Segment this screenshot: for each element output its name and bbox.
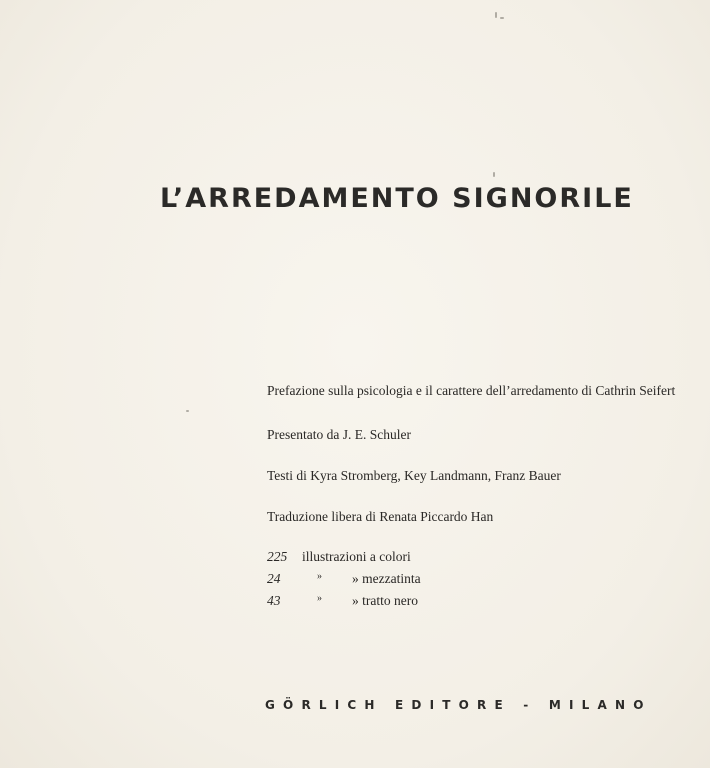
illustration-row [267, 593, 567, 615]
illustration-row [267, 571, 567, 593]
paper-speck [500, 17, 504, 19]
paper-speck [186, 410, 189, 412]
illustration-count: 24 [267, 571, 281, 586]
publisher-imprint: GÖRLICH EDITORE - MILANO [265, 698, 652, 712]
paper-speck [493, 172, 495, 177]
illustration-type: illustrazioni a colori [302, 549, 411, 564]
paper-speck [495, 12, 497, 18]
book-title: L’ARREDAMENTO SIGNORILE [160, 183, 634, 214]
ditto-mark: » [317, 571, 322, 582]
illustration-count: 225 [267, 549, 288, 564]
preface-credit: Prefazione sulla psicologia e il carattere dell’arredamento di Cathrin Seifert [267, 383, 676, 398]
illustration-type: » tratto nero [352, 593, 418, 608]
illustration-row [267, 549, 567, 571]
illustration-count: 43 [267, 593, 281, 608]
translation-credit: Traduzione libera di Renata Piccardo Han [267, 509, 494, 524]
ditto-mark: » [317, 593, 322, 604]
illustration-type: » mezzatinta [352, 571, 421, 586]
illustrations-list [267, 549, 567, 615]
authors-credit: Testi di Kyra Stromberg, Key Landmann, Franz Bauer [267, 468, 561, 483]
presenter-credit: Presentato da J. E. Schuler [267, 427, 411, 442]
